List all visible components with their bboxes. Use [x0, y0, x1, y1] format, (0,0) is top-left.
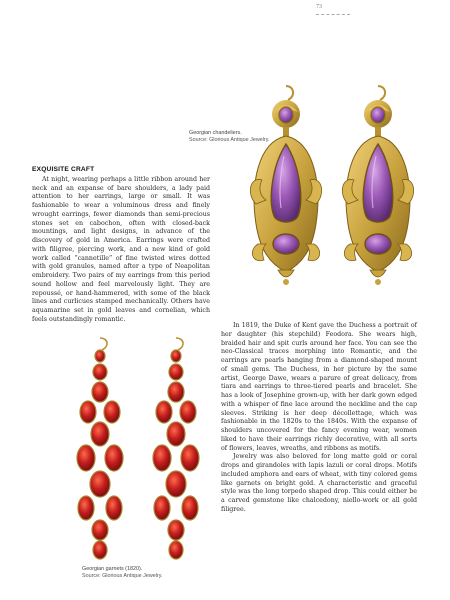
chandeliers-caption-source: Source: Glorious Antique Jewelry.: [189, 137, 270, 143]
right-column: [221, 322, 417, 515]
chandeliers-caption: [189, 130, 279, 144]
chandelier-earrings-photo: [248, 70, 416, 306]
body-paragraph: At night, wearing perhaps a little ribbon around her neck and an expanse of bare shoulders, a lady paid attention to her earrings, large or small. It was fashionable to wear a voluminous dress and finely wrought earrings, fewer diamonds than semi-precious stones set en cabochon, often with closed-back mountings, and light designs, in advance of the discovery of gold in America. Earrings were crafted with filigree, piercing work, and a new kind of gold work called “cannetille” of fine twisted wires dotted with gold granules, named after a type of Neapolitan embroidery. Two pairs of my earrings from this period sound hollow and feel marvelously light. They are repoussé, or hand-hammered, with some of the black lines and curlicues stamped mechanically. Others have aquamarine set in gold leaves and cornelian, which feels outstandingly romantic.: [32, 175, 210, 323]
body-paragraph-2: Jewelry was also beloved for long matte gold or coral drops and girandoles with lapis lazuli or coral drops. Motifs included amphora and ears of wheat, with tiny colored gems like garnets on bright gold. A characteristic and graceful style was the long torpedo shaped drop. This could either be a carved gemstone like chalcedony, niello-work or all gold filigree.: [221, 453, 417, 513]
garnets-caption-text: Georgian garnets (1820).: [82, 566, 143, 572]
chandeliers-caption-text: Georgian chandeliers.: [189, 130, 242, 136]
garnets-caption: [82, 566, 182, 580]
page-number: 73: [316, 4, 322, 10]
page-number-rule: [316, 14, 350, 15]
left-column: [32, 166, 210, 325]
garnets-caption-source: Source: Glorious Antique Jewelry.: [82, 573, 163, 579]
body-paragraph-1: In 1819, the Duke of Kent gave the Duchess a portrait of her daughter (his stepchild) Feodora. She wears high, braided hair and spit curls around her face. You can see the neo-Classical traces morphing into Romantic, and the earrings are pearls hanging from a diamond-shaped mount of small gems. The Duchess, in her picture by the same artist, George Dawe, wears a parure of great delicacy, from tiara and earrings to three-tiered pearls and bracelet. She has a look of Josephine grown-up, with her dark gown edged with a whisper of fine lace around the neckline and the cap sleeves. Striking is her deep décollettage, which was fashionable in the 1820s to the 1840s. With the expanse of shoulders uncovered for the fancy evening wear, women liked to have their earrings richly decorative, with all sorts of flowers, leaves, wreaths, and ribbons as motifs.: [221, 322, 417, 452]
section-heading: EXQUISITE CRAFT: [32, 166, 95, 173]
garnet-earrings-photo: [68, 336, 208, 564]
